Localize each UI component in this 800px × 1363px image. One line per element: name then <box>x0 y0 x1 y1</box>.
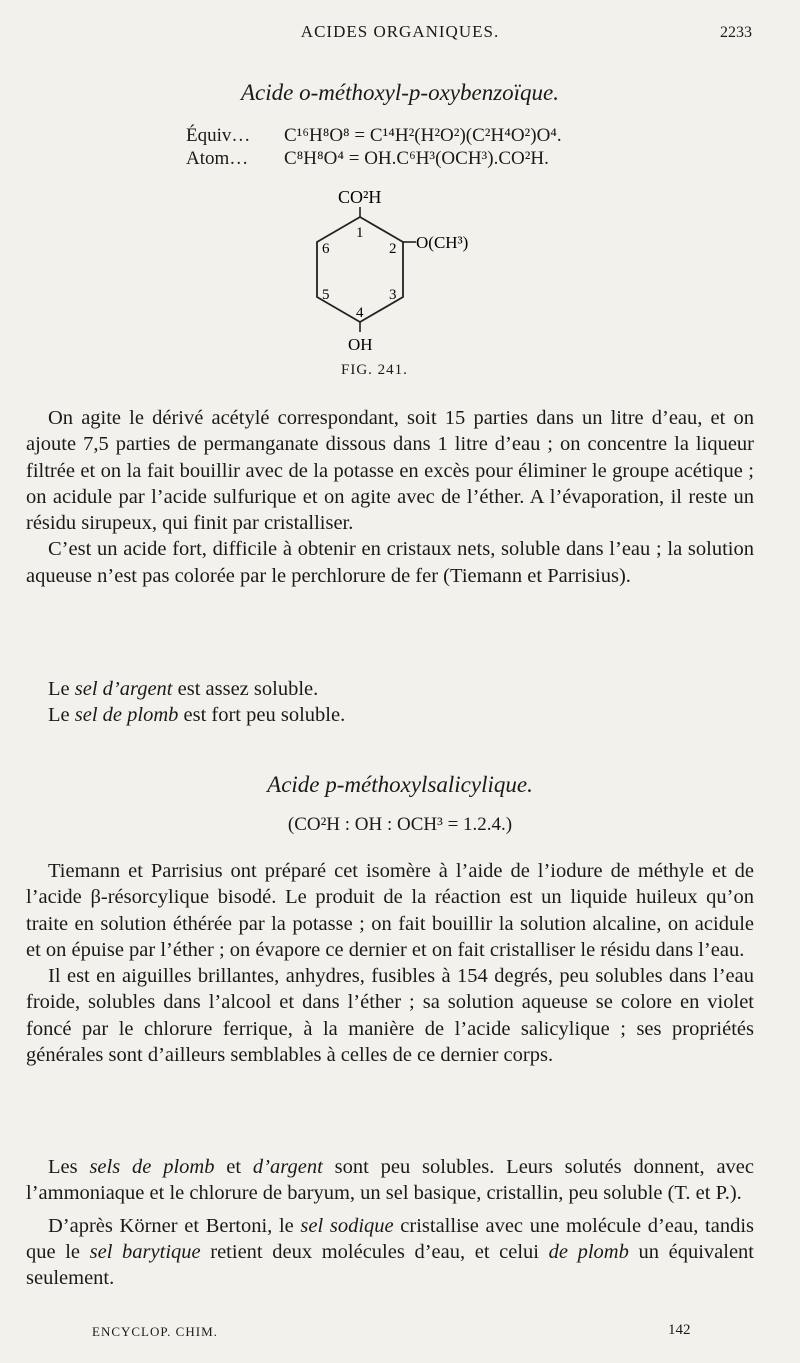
salt-line-silver: Le sel d’argent est assez soluble. <box>48 678 319 700</box>
section2-body <box>26 858 754 1068</box>
paragraph: Tiemann et Parrisius ont préparé cet isomère à l’aide de l’iodure de méthyle et de l’acide β-résorcylique bisodé. Le produit de la réaction est un liquide huileux qu’on traite en solution éthérée par la potasse ; on fait bouillir la solution alcaline, on acidule et on épuise par l’éther ; on évapore ce dernier et on fait cristalliser le résidu dans l’eau. <box>26 860 754 961</box>
section-title: Acide p-méthoxylsalicylique. <box>267 772 533 797</box>
salt-line-lead: Le sel de plomb est fort peu soluble. <box>48 704 346 727</box>
section-title: Acide o-méthoxyl-p-oxybenzoïque. <box>240 80 560 105</box>
equiv-formula: C¹⁶H⁸O⁸ = C¹⁴H²(H²O²)(C²H⁴O²)O⁴. <box>284 125 562 146</box>
atom-formula: C⁸H⁸O⁴ = OH.C⁶H³(OCH³).CO²H. <box>284 148 549 169</box>
paragraph: C’est un acide fort, difficile à obtenir en cristaux nets, soluble dans l’eau ; la solution aqueuse n’est pas colorée par le perchlorure de fer (Tiemann et Parrisius). <box>26 538 754 587</box>
paragraph: Il est en aiguilles brillantes, anhydres, fusibles à 154 degrés, peu solubles dans l’eau froide, solubles dans l’alcool et dans l’éther ; sa solution aqueuse se colore en violet foncé par le chlorure ferrique, à la manière de l’acide salicylique ; ses propriétés générales sont d’ailleurs semblables à celles de ce dernier corps. <box>26 965 754 1067</box>
section2-salts <box>26 1154 754 1291</box>
ring-position-6: 6 <box>322 241 330 257</box>
position-formula: (CO²H : OH : OCH³ = 1.2.4.) <box>287 814 513 835</box>
paragraph: D’après Körner et Bertoni, le sel sodique cristallise avec une molécule d’eau, tandis que le sel barytique retient deux molécules d’eau, et celui de plomb un équivalent seulement. <box>26 1214 754 1290</box>
footer-signature: 142 <box>668 1322 691 1338</box>
atom-label: Atom… <box>186 148 249 169</box>
ring-position-2: 2 <box>389 241 397 257</box>
footer-series-title: ENCYCLOP. CHIM. <box>92 1324 218 1339</box>
benzene-structure-diagram <box>290 185 520 360</box>
ring-position-1: 1 <box>356 225 364 241</box>
methoxy-group-label: O(CH³) <box>416 233 469 252</box>
ring-position-5: 5 <box>322 287 330 303</box>
paragraph: Les sels de plomb et d’argent sont peu solubles. Leurs solutés donnent, avec l’ammoniaque et le chlorure de baryum, un sel basique, cristallin, peu soluble (T. et P.). <box>26 1156 755 1205</box>
hydroxyl-group-label: OH <box>348 335 373 354</box>
page-number: 2233 <box>720 24 752 41</box>
running-header: ACIDES ORGANIQUES. <box>300 22 500 41</box>
ring-position-3: 3 <box>389 287 397 303</box>
ring-position-4: 4 <box>356 305 364 321</box>
figure-caption: FIG. 241. <box>341 362 408 378</box>
salt-lines <box>26 676 754 729</box>
section1-body <box>26 405 754 589</box>
equiv-label: Équiv… <box>186 125 251 146</box>
carboxyl-group-label: CO²H <box>338 187 382 207</box>
paragraph: On agite le dérivé acétylé correspondant, soit 15 parties dans un litre d’eau, et on ajoute 7,5 parties de permanganate dissous dans 1 litre d’eau ; on concentre la liqueur filtrée et on la fait bouillir avec de la potasse en excès pour éliminer le groupe acétique ; on acidule par l’acide sulfurique et on agite avec de l’éther. A l’évaporation, il reste un résidu sirupeux, qui finit par cristalliser. <box>26 407 754 535</box>
